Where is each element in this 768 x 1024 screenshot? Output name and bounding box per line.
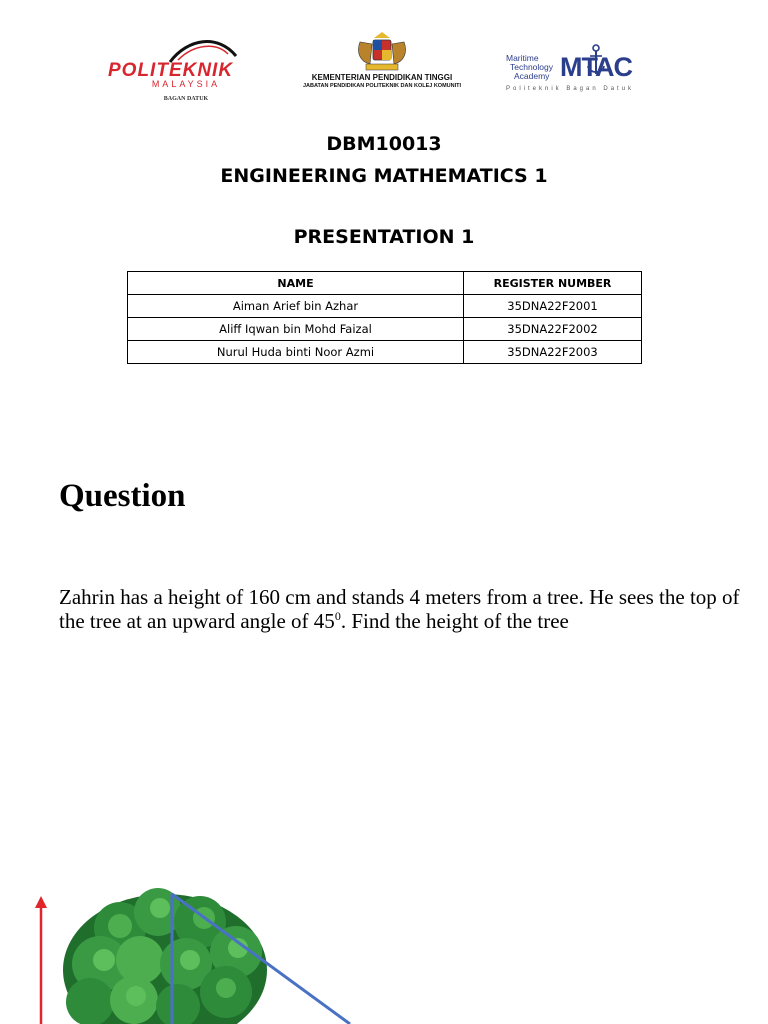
mtac-logo xyxy=(504,44,654,100)
kpt-department-name: JABATAN PENDIDIKAN POLITEKNIK DAN KOLEJ KOMUNITI xyxy=(302,83,462,89)
mtac-word: Academy xyxy=(514,71,550,81)
politeknik-subtitle: MALAYSIA xyxy=(151,79,221,89)
politeknik-place: BAGAN DATUK xyxy=(163,96,209,102)
logo-strip xyxy=(0,0,768,110)
table-row xyxy=(128,318,642,341)
table-row xyxy=(128,341,642,364)
question-text-part: Zahrin has a height of 160 cm and stands 4 meters from a tree. He sees the top of the tree at an upward angle of 45 xyxy=(59,585,740,633)
member-name: Aiman Arief bin Azhar xyxy=(128,295,464,318)
mtac-wordmark: MTAC xyxy=(560,52,632,82)
malaysia-coat-of-arms-icon xyxy=(352,30,412,74)
height-arrow-icon xyxy=(35,896,47,1024)
table-row xyxy=(128,295,642,318)
member-register-number: 35DNA22F2002 xyxy=(464,318,642,341)
question-heading: Question xyxy=(59,478,186,514)
politeknik-logo xyxy=(108,36,268,106)
politeknik-wordmark: POLITEKNIK xyxy=(108,60,234,81)
column-header-name: NAME xyxy=(128,272,464,295)
anchor-icon xyxy=(586,44,606,78)
kpt-ministry-name: KEMENTERIAN PENDIDIKAN TINGGI xyxy=(311,73,453,82)
member-name: Aliff Iqwan bin Mohd Faizal xyxy=(128,318,464,341)
mtac-word: Maritime xyxy=(506,53,539,63)
member-register-number: 35DNA22F2001 xyxy=(464,295,642,318)
presentation-title: PRESENTATION 1 xyxy=(293,226,475,248)
question-text xyxy=(59,585,749,633)
mtac-stacked-words xyxy=(506,54,564,81)
course-code: DBM10013 xyxy=(326,133,442,155)
kpt-logo xyxy=(286,28,478,98)
member-register-number: 35DNA22F2003 xyxy=(464,341,642,364)
mtac-tagline: Politeknik Bagan Datuk xyxy=(506,86,635,92)
members-table xyxy=(127,271,642,364)
member-name: Nurul Huda binti Noor Azmi xyxy=(128,341,464,364)
course-title: ENGINEERING MATHEMATICS 1 xyxy=(220,165,548,187)
tree-icon xyxy=(63,888,267,1024)
table-header-row xyxy=(128,272,642,295)
mtac-word: Technology xyxy=(510,62,554,72)
question-text-part: . Find the height of the tree xyxy=(340,609,569,633)
column-header-register-number: REGISTER NUMBER xyxy=(464,272,642,295)
degree-mark: 0 xyxy=(334,609,341,623)
problem-illustration xyxy=(0,860,420,1024)
